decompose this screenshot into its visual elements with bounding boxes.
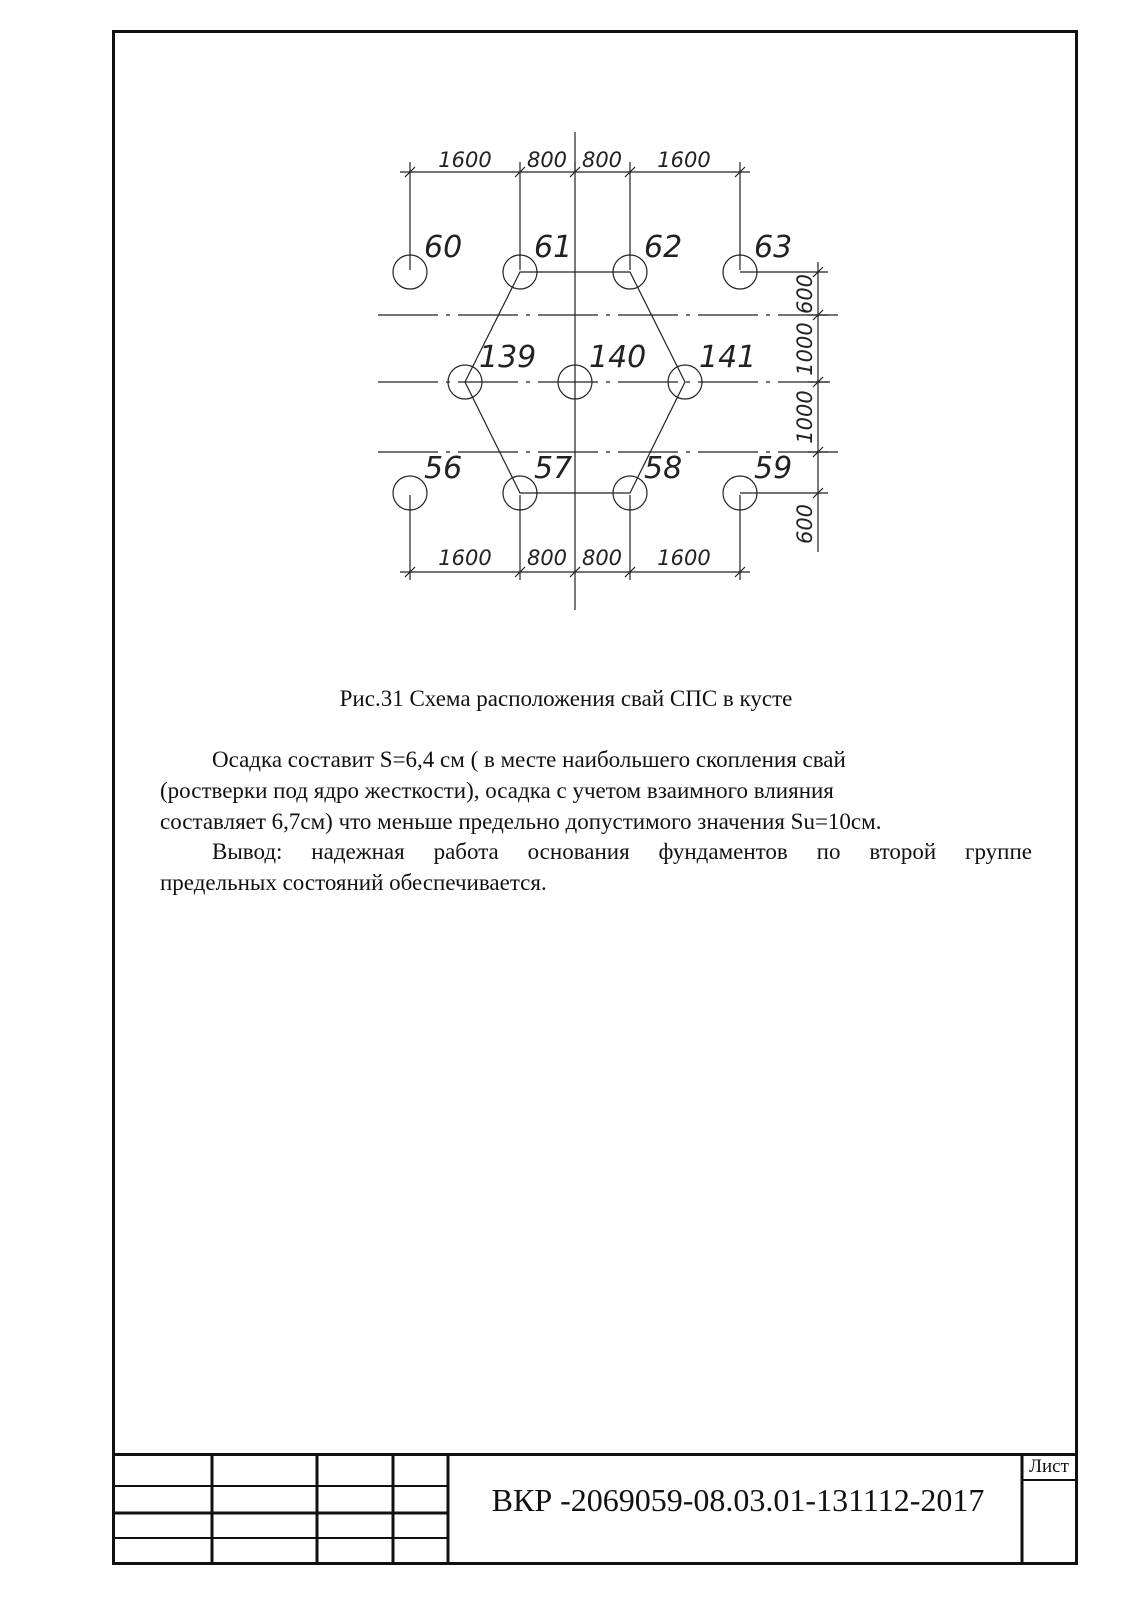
dimension-label: 800 xyxy=(581,546,623,570)
paragraph-line: (ростверки под ядро жесткости), осадка с учетом взаимного влияния xyxy=(160,778,834,803)
dimension-label: 800 xyxy=(526,148,568,172)
dimension-label: 800 xyxy=(526,546,568,570)
dimension-label: 1600 xyxy=(657,148,711,172)
pile-label: 141 xyxy=(699,340,757,375)
pile-label: 140 xyxy=(589,340,647,375)
dimension-label: 1000 xyxy=(793,322,817,376)
dimension-label: 1000 xyxy=(793,390,817,444)
dimension-label: 800 xyxy=(581,148,623,172)
dimension-label: 1600 xyxy=(438,546,492,570)
dimension-label: 600 xyxy=(793,503,817,545)
dimension-label: 600 xyxy=(793,273,817,315)
paragraph-line: предельных состояний обеспечивается. xyxy=(160,870,547,895)
paragraph-line: составляет 6,7см) что меньше предельно допустимого значения Su=10см. xyxy=(160,809,882,834)
paragraph-line: Вывод: надежная работа основания фундаментов по второй группе xyxy=(212,839,1032,864)
pile-label: 62 xyxy=(644,230,683,265)
dimension-label: 1600 xyxy=(657,546,711,570)
paragraph-conclusion xyxy=(160,836,1032,898)
document-code: ВКР -2069059-08.03.01-131112-2017 xyxy=(491,1482,985,1518)
pile-label: 57 xyxy=(534,451,573,486)
dimension-label: 1600 xyxy=(438,148,492,172)
pile-label: 60 xyxy=(424,230,463,265)
sheet-label: Лист xyxy=(1029,1456,1069,1477)
paragraph-settlement xyxy=(160,744,1032,837)
pile-label: 58 xyxy=(644,451,683,486)
pile-layout-scheme xyxy=(370,125,840,615)
figure-caption: Рис.31 Схема расположения свай СПС в кусте xyxy=(339,686,793,711)
pile-label: 56 xyxy=(424,451,463,486)
paragraph-line: Осадка составит S=6,4 см ( в месте наибольшего скопления свай xyxy=(212,747,846,772)
pile-label: 139 xyxy=(479,340,537,375)
pile-label: 63 xyxy=(754,230,793,265)
pile-label: 59 xyxy=(754,451,793,486)
pile-label: 61 xyxy=(534,230,573,265)
